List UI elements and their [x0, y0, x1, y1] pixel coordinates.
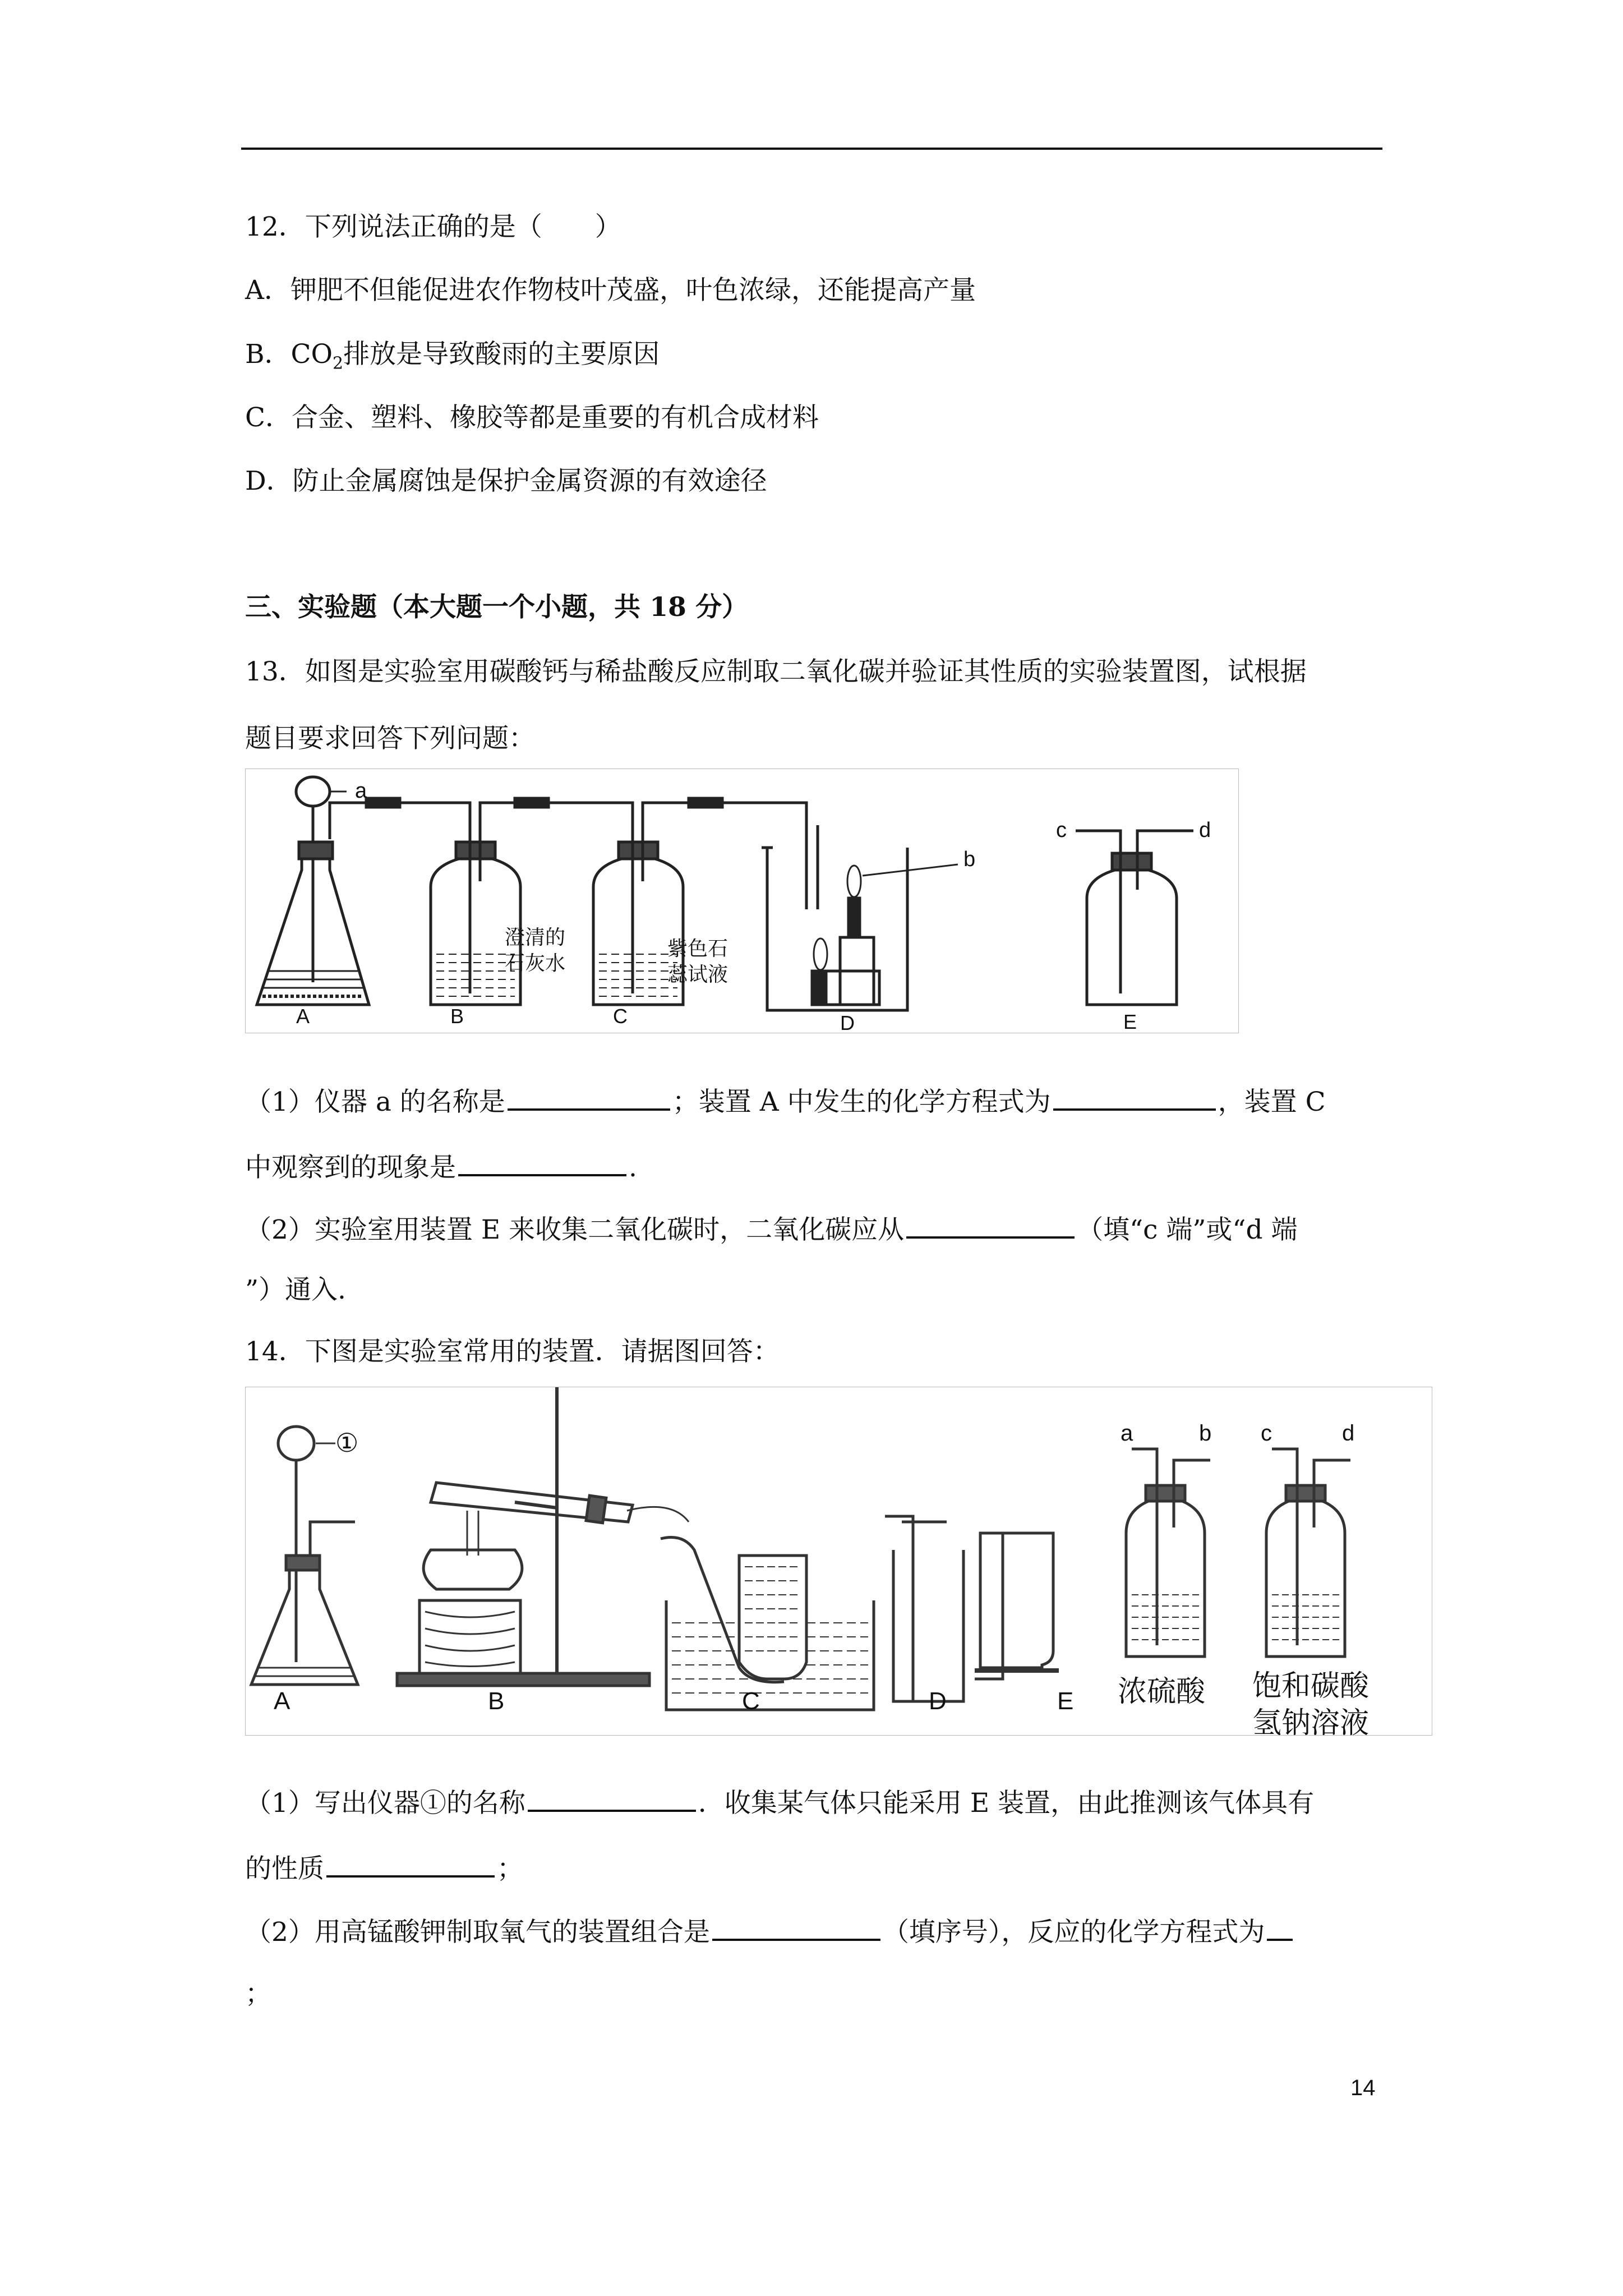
- q14-p1-text-c: 的性质: [245, 1853, 324, 1884]
- q14-part2-line1: [245, 1913, 1295, 1952]
- q13-p1-text-e: .: [629, 1152, 637, 1183]
- q13-blank-equation[interactable]: [1053, 1083, 1216, 1111]
- q12-option-b: [245, 335, 660, 383]
- q14-part2-line2: ；: [245, 1978, 271, 2009]
- q14-label-nahco3-2: 氢钠溶液: [1252, 1706, 1370, 1740]
- q14-part1-line2: [245, 1849, 523, 1889]
- q14-p2-text-b: （填序号），反应的化学方程式为: [882, 1917, 1265, 1948]
- section-title: 三、实验题（本大题一个小题，共 18 分）: [245, 592, 749, 623]
- q13-label-limewater-1: 澄清的: [505, 926, 566, 949]
- q13-p2-text-b: （填“c 端”或“d 端: [1077, 1214, 1298, 1245]
- q13-p2-text-a: （2）实验室用装置 E 来收集二氧化碳时，二氧化碳应从: [245, 1214, 905, 1245]
- q14-label-1: ①: [335, 1428, 359, 1458]
- q14-blank-apparatus-combo[interactable]: [712, 1913, 880, 1941]
- q14-caption-a: A: [274, 1687, 291, 1715]
- q13-blank-inlet[interactable]: [906, 1211, 1075, 1239]
- q14-label-b: b: [1199, 1421, 1212, 1446]
- q14-blank-instrument-1[interactable]: [528, 1784, 696, 1812]
- q12-option-b-sub: 2: [333, 353, 344, 374]
- q12-option-b-post: 排放是导致酸雨的主要原因: [343, 339, 660, 370]
- gas-jar-e-icon: [975, 1533, 1059, 1679]
- q13-part1-line1: [245, 1083, 1326, 1122]
- water-trough-c-icon: [661, 1538, 874, 1710]
- q13-p1-text-b: ；装置 A 中发生的化学方程式为: [672, 1087, 1051, 1117]
- gas-jar-d-icon: [885, 1516, 963, 1701]
- q13-caption-b: B: [450, 1005, 464, 1028]
- q13-stem-line2: 题目要求回答下列问题：: [245, 723, 535, 754]
- bottle-e-icon: [1076, 831, 1193, 1005]
- beaker-d-icon: [762, 848, 958, 1010]
- q13-p1-text-a: （1）仪器 a 的名称是: [245, 1087, 505, 1117]
- q12-stem: 12．下列说法正确的是（ ）: [245, 211, 621, 242]
- q12-option-a: A．钾肥不但能促进农作物枝叶茂盛，叶色浓绿，还能提高产量: [245, 275, 976, 306]
- q14-part1-line1: [245, 1784, 1314, 1823]
- q13-part1-line2: [245, 1148, 637, 1188]
- q13-p1-text-d: 中观察到的现象是: [245, 1152, 456, 1183]
- q13-part2-line1: [245, 1211, 1297, 1250]
- q13-caption-e: E: [1123, 1010, 1137, 1033]
- q13-label-c: c: [1056, 818, 1067, 842]
- q14-label-d: d: [1342, 1421, 1355, 1446]
- q14-label-nahco3: [1252, 1668, 1369, 1742]
- q13-label-d: d: [1199, 818, 1211, 842]
- q13-apparatus-figure: [245, 769, 1239, 1033]
- q14-caption-e: E: [1057, 1687, 1074, 1715]
- q14-stem: 14．下图是实验室常用的装置．请据图回答：: [245, 1336, 780, 1367]
- q13-label-b: b: [963, 848, 976, 871]
- q13-stem-line1: 13．如图是实验室用碳酸钙与稀盐酸反应制取二氧化碳并验证其性质的实验装置图，试根据: [245, 656, 1307, 687]
- page-number: 14: [1350, 2076, 1376, 2100]
- q14-p1-text-a: （1）写出仪器①的名称: [245, 1788, 525, 1819]
- q13-label-litmus-2: 蕊试液: [667, 963, 728, 986]
- q13-label-limewater-2: 石灰水: [505, 952, 566, 975]
- q13-caption-a: A: [296, 1005, 310, 1028]
- q13-part2-line2: ”）通入.: [245, 1274, 346, 1305]
- q14-p2-text-a: （2）用高锰酸钾制取氧气的装置组合是: [245, 1917, 710, 1948]
- q12-option-d: D．防止金属腐蚀是保护金属资源的有效途径: [245, 466, 767, 496]
- q14-caption-c: C: [742, 1687, 760, 1715]
- q14-apparatus-figure: [245, 1387, 1432, 1740]
- q14-label-a: a: [1121, 1421, 1133, 1446]
- q13-label-litmus: [667, 936, 728, 988]
- q13-p1-text-c: ，装置 C: [1218, 1087, 1326, 1117]
- q13-label-a: a: [355, 779, 367, 803]
- q13-label-litmus-1: 紫色石: [667, 937, 728, 960]
- q13-label-limewater: [505, 925, 565, 977]
- q14-caption-b: B: [488, 1687, 505, 1715]
- q12-option-b-pre: B．CO: [245, 339, 333, 370]
- q14-label-nahco3-1: 饱和碳酸: [1252, 1669, 1370, 1703]
- header-rule: [241, 148, 1382, 150]
- q14-p1-text-b: ．收集某气体只能采用 E 装置，由此推测该气体具有: [698, 1788, 1315, 1819]
- flask-a-icon: [251, 1427, 358, 1685]
- q14-label-c: c: [1261, 1421, 1272, 1446]
- wash-bottle-nahco3-icon: [1266, 1449, 1350, 1657]
- q13-blank-instrument-a[interactable]: [508, 1083, 670, 1111]
- q14-label-conc-acid: 浓硫酸: [1118, 1675, 1206, 1709]
- q14-p1-text-d: ；: [497, 1853, 523, 1884]
- q14-caption-d: D: [929, 1687, 947, 1715]
- q13-blank-phenomenon[interactable]: [458, 1148, 626, 1176]
- heating-b-icon: [397, 1387, 689, 1686]
- bottle-b-icon: [431, 842, 520, 1005]
- wash-bottle-acid-icon: [1126, 1449, 1210, 1657]
- flask-a-icon: [257, 777, 369, 1005]
- q13-caption-d: D: [840, 1011, 855, 1034]
- q12-option-c: C．合金、塑料、橡胶等都是重要的有机合成材料: [245, 402, 819, 433]
- q14-blank-equation[interactable]: [1267, 1913, 1293, 1941]
- q13-caption-c: C: [613, 1005, 628, 1028]
- q14-blank-property[interactable]: [326, 1849, 495, 1878]
